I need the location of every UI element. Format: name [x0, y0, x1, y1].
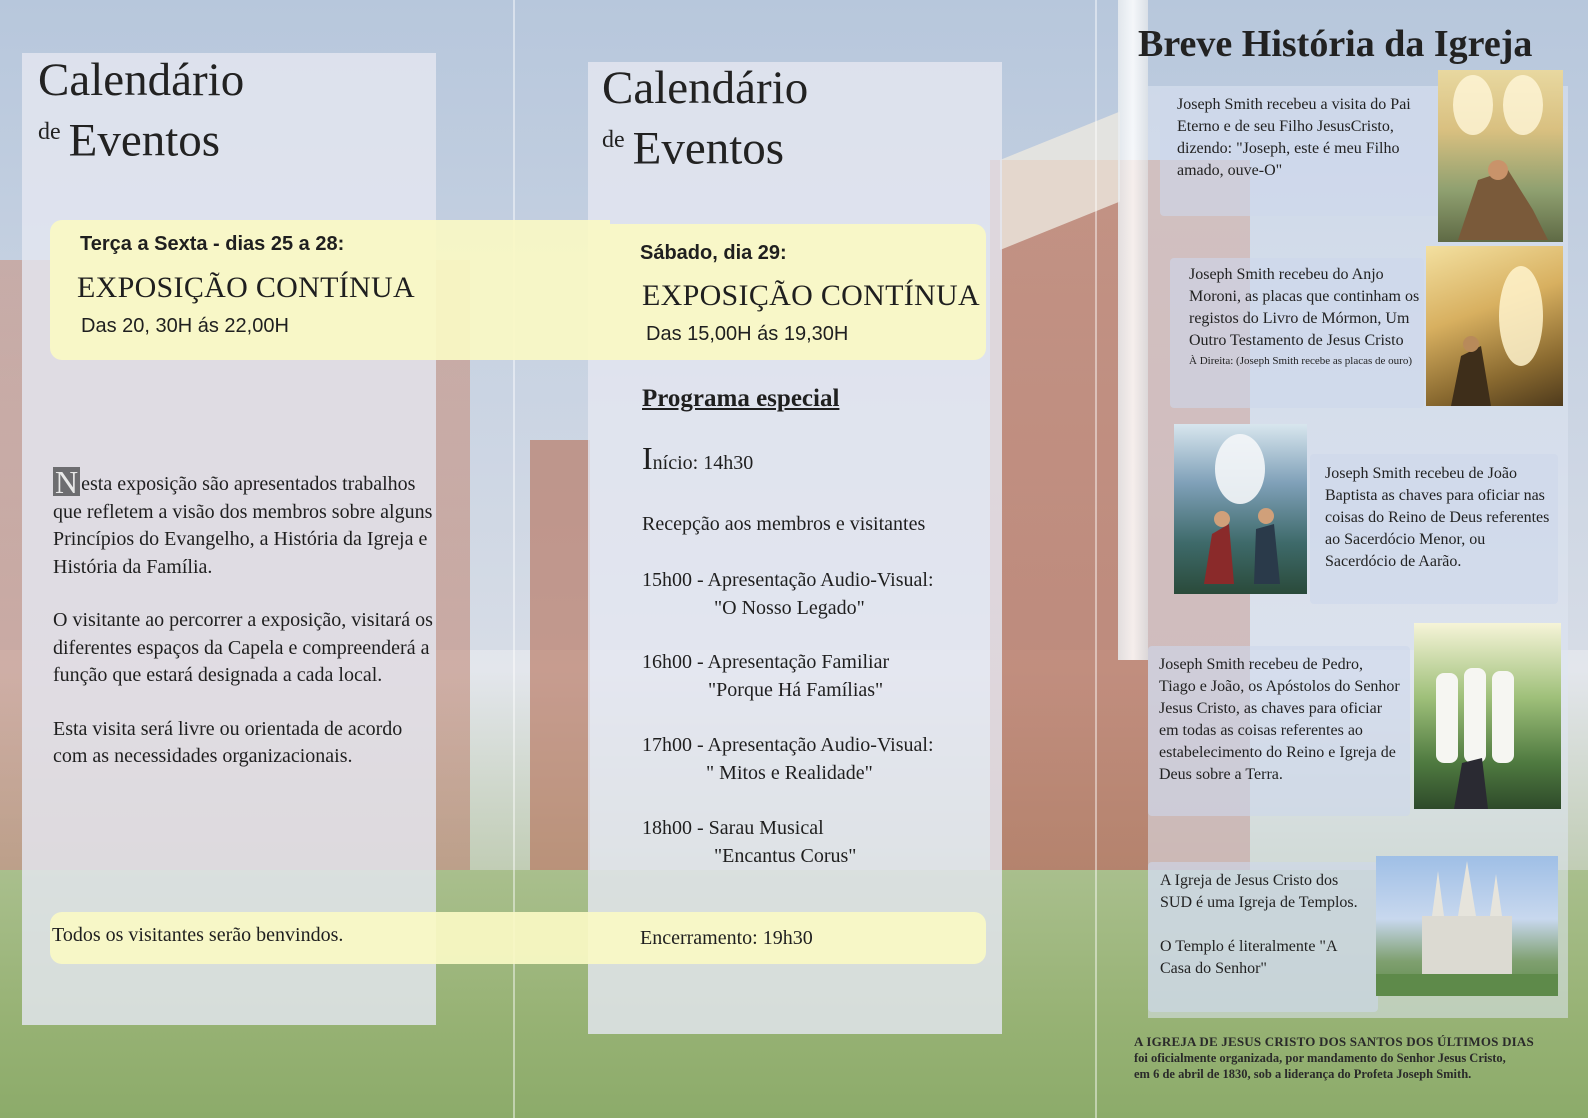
- left-event-date: Terça a Sexta - dias 25 a 28:: [80, 233, 345, 255]
- history-heading: Breve História da Igreja: [1138, 23, 1533, 65]
- program-item: [642, 648, 889, 704]
- fold-line-2: [1095, 0, 1097, 1118]
- john-baptist-painting: [1174, 424, 1307, 594]
- temple-quote: O Templo é literalmente "A Casa do Senhor": [1160, 938, 1337, 977]
- program-item: [642, 566, 934, 622]
- program-item-time: 15h00 - Apresentação Audio-Visual:: [642, 569, 934, 591]
- start-time: [642, 440, 754, 477]
- footer-title: A IGREJA DE JESUS CRISTO DOS SANTOS DOS ÚLTIMOS DIAS: [1134, 1034, 1534, 1049]
- middle-calendar-title: [602, 62, 808, 175]
- middle-event-name: EXPOSIÇÃO CONTÍNUA: [642, 279, 980, 312]
- image-caption: À Direita: (Joseph Smith recebe as placas de ouro): [1189, 355, 1412, 367]
- middle-event-time: Das 15,00H ás 19,30H: [646, 323, 849, 345]
- left-event-name: EXPOSIÇÃO CONTÍNUA: [77, 271, 415, 304]
- program-item-time: 17h00 - Apresentação Audio-Visual:: [642, 734, 934, 756]
- temple-building: [1376, 856, 1558, 996]
- first-vision-painting: [1438, 70, 1563, 242]
- john-baptist-figures: [1174, 424, 1307, 594]
- church-footer: [1134, 1034, 1534, 1082]
- temple-text: A Igreja de Jesus Cristo dos SUD é uma Igreja de Templos.: [1160, 872, 1358, 911]
- program-item: [642, 814, 856, 870]
- program-item-sub: "O Nosso Legado": [714, 597, 865, 619]
- history-entry-text: Joseph Smith recebeu de Pedro, Tiago e João, os Apóstolos do Senhor Jesus Cristo, as chaves para oficiar em todas as coisas referentes ao estabelecimento do Reino e Igreja de Deus sobre a Terra.: [1159, 656, 1400, 783]
- closing-time: Encerramento: 19h30: [640, 927, 813, 949]
- program-item-sub: " Mitos e Realidade": [706, 762, 873, 784]
- program-item: [642, 731, 934, 787]
- temple-photo: [1376, 856, 1558, 996]
- program-item-time: 16h00 - Apresentação Familiar: [642, 651, 890, 673]
- title-line-1: Calendário: [38, 54, 245, 106]
- history-entry-text: [1189, 264, 1423, 368]
- footer-line-2: em 6 de abril de 1830, sob a liderança do Profeta Joseph Smith.: [1134, 1067, 1472, 1081]
- left-calendar-title: [38, 54, 244, 167]
- start-rest: nício: 14h30: [652, 452, 754, 474]
- history-entry-text: Joseph Smith recebeu de João Baptista as chaves para oficiar nas coisas do Reino de Deus referentes ao Sacerdócio Menor, ou Sacerdócio de Aarão.: [1325, 465, 1550, 570]
- apostles-painting: [1414, 623, 1561, 809]
- history-entry-body: Joseph Smith recebeu do Anjo Moroni, as placas que continham os registos do Livro de Mórmon, Um Outro Testamento de Jesus Cristo: [1189, 266, 1420, 349]
- title-line-2: Eventos: [632, 122, 785, 175]
- title-line-2: Eventos: [68, 114, 221, 167]
- title-line-1: Calendário: [602, 62, 809, 114]
- history-entry-text: Joseph Smith recebeu a visita do Pai Eterno e de seu Filho JesusCristo, dizendo: "Joseph, este é meu Filho amado, ouve-O": [1177, 96, 1411, 179]
- title-de: de: [38, 119, 61, 145]
- left-body-text: [53, 464, 438, 797]
- moroni-figures: [1426, 246, 1563, 406]
- chapel-spire: [1118, 0, 1148, 660]
- program-item-sub: "Encantus Corus": [714, 845, 857, 867]
- start-cap: I: [642, 440, 653, 476]
- paragraph-1-text: esta exposição são apresentados trabalhos que refletem a visão dos membros sobre alguns Princípios do Evangelho, a História da Igreja e História da Família.: [53, 473, 433, 578]
- welcome-note: Todos os visitantes serão benvindos.: [52, 924, 344, 946]
- program-title: Programa especial: [642, 385, 840, 412]
- paragraph-1: [53, 464, 438, 581]
- brick-pillar: [530, 440, 590, 870]
- moroni-plates-painting: [1426, 246, 1563, 406]
- left-event-time: Das 20, 30H ás 22,00H: [81, 315, 289, 337]
- paragraph-3: Esta visita será livre ou orientada de acordo com as necessidades organizacionais.: [53, 717, 403, 767]
- history-entry-text: [1160, 870, 1370, 980]
- apostles-figures: [1414, 623, 1561, 809]
- paragraph-2: O visitante ao percorrer a exposição, visitará os diferentes espaços da Capela e compreenderá a função que estará designada a cada local.: [53, 609, 433, 686]
- first-vision-figures: [1438, 70, 1563, 242]
- reception-line: Recepção aos membros e visitantes: [642, 513, 926, 535]
- program-item-sub: "Porque Há Famílias": [708, 679, 884, 701]
- middle-panel: [588, 62, 1002, 1034]
- footer-line-1: foi oficialmente organizada, por mandamento do Senhor Jesus Cristo,: [1134, 1051, 1506, 1065]
- title-de: de: [602, 127, 625, 153]
- drop-cap: N: [55, 464, 79, 500]
- middle-event-date: Sábado, dia 29:: [640, 242, 787, 264]
- program-item-time: 18h00 - Sarau Musical: [642, 817, 824, 839]
